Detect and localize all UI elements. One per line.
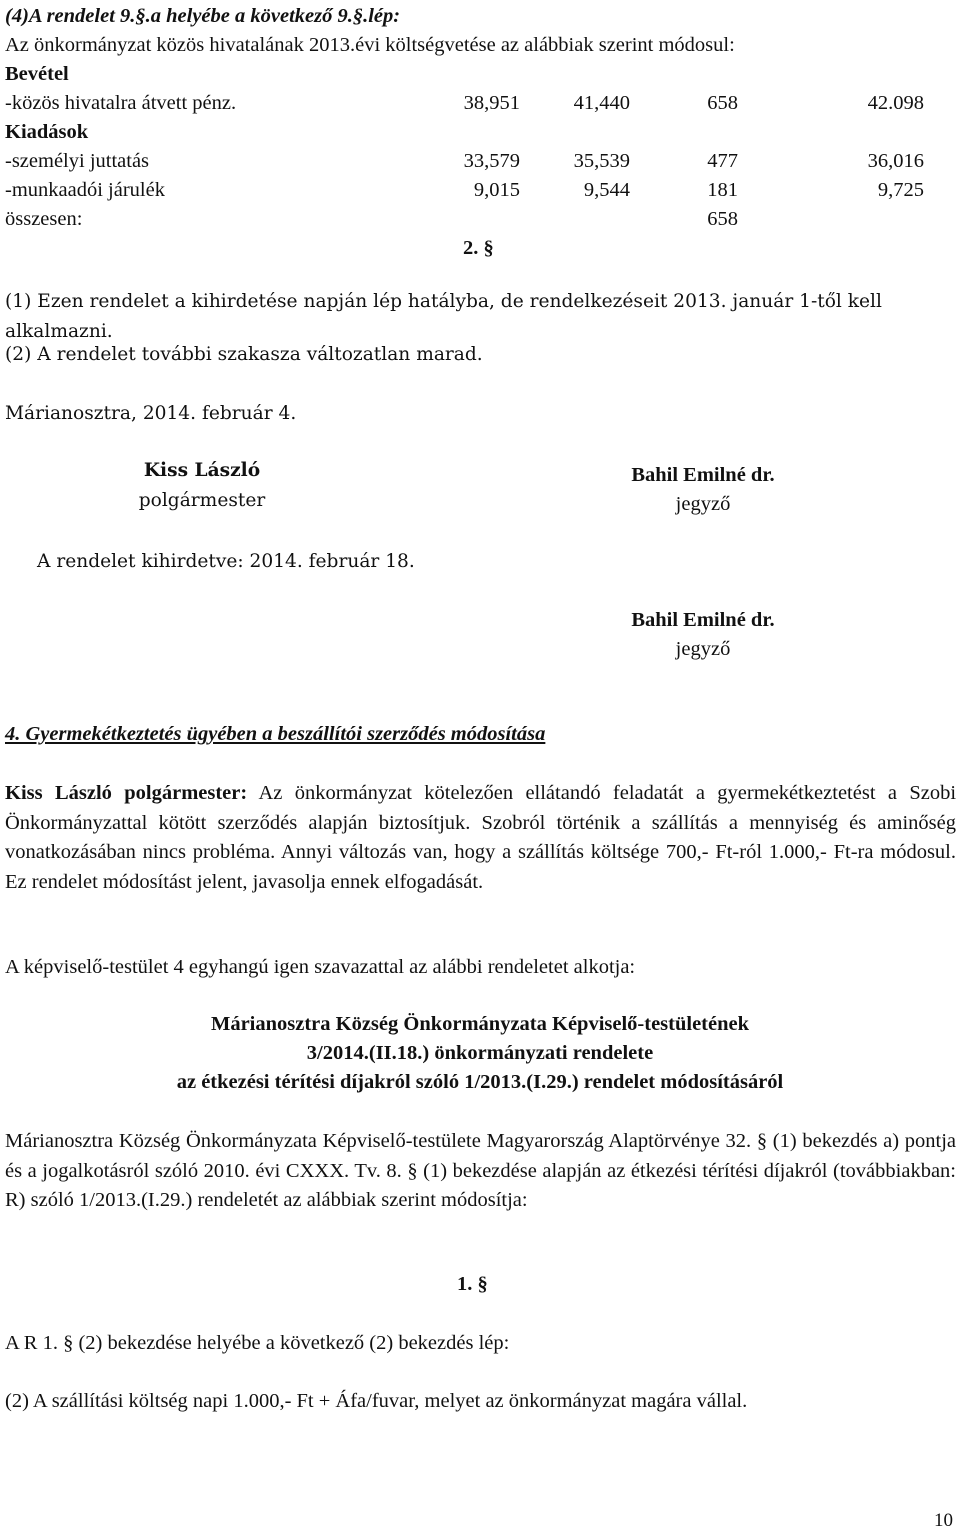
table-cell: 658 bbox=[707, 208, 738, 230]
signature-title: jegyző bbox=[675, 493, 731, 515]
row-label: -személyi juttatás bbox=[5, 150, 150, 172]
signature-name: Kiss László bbox=[143, 460, 261, 481]
decree-title-line: az étkezési térítési díjakról szóló 1/2013.(I.29.) rendelet módosításáról bbox=[176, 1071, 784, 1093]
speech-text: Az önkormányzat kötelezően ellátandó feladatát a gyermekétkeztetést a Szobi Önkormányzattal kötött szerződés alapján biztosítjuk. Szobról történik a szállítás a mennyiség és aminőség vonatkozásában nincs probléma. Annyi változás van, hogy a szállítás költsége 700,- Ft-ról 1.000,- Ft-ra módosul. Ez rendelet módosítást jelent, javasolja ennek elfogadását. bbox=[5, 782, 957, 893]
revenue-title: Bevétel bbox=[5, 63, 69, 85]
row-label: összesen: bbox=[5, 208, 83, 230]
row-label: -munkaadói járulék bbox=[5, 179, 165, 201]
section2-paragraph-1 bbox=[5, 287, 956, 346]
table-cell: 38,951 bbox=[463, 92, 520, 114]
table-cell: 36,016 bbox=[867, 150, 924, 172]
table-cell: 41,440 bbox=[573, 92, 630, 114]
preamble-paragraph: Márianosztra Község Önkormányzata Képviselő-testülete Magyarország Alaptörvénye 32. § (1) bekezdés a) pontja és a jogalkotásról szóló 2010. évi CXXX. Tv. 8. § (1) bekezdése alapján az étkezési térítési díjakról (továbbiakban: R) szóló 1/2013.(I.29.) rendeletét az alábbiak szerint módosítja: bbox=[5, 1130, 956, 1211]
resolution-intro: A képviselő-testület 4 egyhangú igen szavazattal az alábbi rendeletet alkotja: bbox=[5, 956, 636, 978]
promulgation-note: A rendelet kihirdetve: 2014. február 18. bbox=[37, 551, 415, 572]
amendment-text: (2) A szállítási költség napi 1.000,- Ft + Áfa/fuvar, melyet az önkormányzat magára vállal. bbox=[5, 1390, 748, 1412]
place-date: Márianosztra, 2014. február 4. bbox=[5, 403, 297, 424]
section-heading: 2. § bbox=[463, 237, 494, 259]
paragraph-line: (1) Ezen rendelet a kihirdetése napján lép hatályba, de rendelkezéseit 2013. január 1-től kell bbox=[5, 291, 882, 312]
table-cell: 35,539 bbox=[573, 150, 630, 172]
table-cell: 33,579 bbox=[463, 150, 520, 172]
decree-title-line: Márianosztra Község Önkormányzata Képviselő-testületének bbox=[210, 1013, 750, 1035]
table-cell: 9,725 bbox=[877, 179, 924, 201]
expense-title: Kiadások bbox=[5, 121, 89, 143]
signature-name: Bahil Emilné dr. bbox=[631, 464, 775, 486]
page-number: 10 bbox=[934, 1510, 953, 1531]
table-cell: 9,015 bbox=[473, 179, 520, 201]
paragraph-line: alkalmazni. bbox=[5, 320, 113, 342]
table-cell: 658 bbox=[707, 92, 738, 114]
signature-title: jegyző bbox=[675, 638, 731, 660]
decree-title-line: 3/2014.(II.18.) önkormányzati rendelete bbox=[306, 1042, 654, 1064]
section-heading: 1. § bbox=[457, 1273, 488, 1295]
table-cell: 42.098 bbox=[867, 92, 924, 114]
signature-title: polgármester bbox=[138, 490, 266, 511]
section2-paragraph-2: (2) A rendelet további szakasza változatlan marad. bbox=[5, 344, 483, 365]
amendment-line: A R 1. § (2) bekezdése helyébe a következő (2) bekezdés lép: bbox=[5, 1332, 510, 1354]
table-cell: 477 bbox=[707, 150, 738, 172]
signature-name: Bahil Emilné dr. bbox=[631, 609, 775, 631]
section-header: (4)A rendelet 9.§.a helyébe a következő 9.§.lép: bbox=[5, 5, 401, 27]
budget-intro: Az önkormányzat közös hivatalának 2013.évi költségvetése az alábbiak szerint módosul: bbox=[5, 34, 735, 56]
row-label: -közös hivatalra átvett pénz. bbox=[5, 92, 237, 114]
table-cell: 9,544 bbox=[583, 179, 630, 201]
speech-paragraph bbox=[5, 779, 956, 897]
agenda-item-title: 4. Gyermekétkeztetés ügyében a beszállítói szerződés módosítása bbox=[5, 723, 546, 745]
speaker-name: Kiss László polgármester: bbox=[5, 782, 248, 804]
table-cell: 181 bbox=[707, 179, 738, 201]
